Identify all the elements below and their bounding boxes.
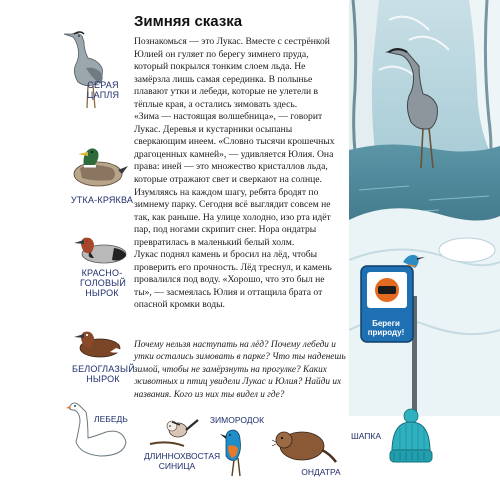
mallard-illustration (62, 140, 132, 192)
swan-label: ЛЕБЕДЬ (94, 414, 128, 424)
knitted-hat-illustration (384, 408, 438, 470)
mallard-label: УТКА-КРЯКВА (70, 195, 134, 205)
ferruginous-duck-label: БЕЛОГЛАЗЫЙ НЫРОК (72, 364, 135, 384)
long-tailed-tit-illustration (148, 416, 200, 450)
hat-label: ШАПКА (350, 431, 382, 441)
sign-text: Береги природу! (367, 319, 405, 337)
story-paragraph: Познакомься — это Лукас. Вместе с сестрёнкой Юлией он гуляет по берегу зимнего пруда, который покрылся тонким слоем льда. Не замёрзла лишь самая серединка. В полынье плавают утки и лебеди, которые не улетели в тёплые края, а остались зимовать здесь. (134, 36, 330, 110)
ferruginous-duck-illustration (66, 328, 128, 360)
swan-illustration (66, 398, 130, 462)
kingfisher-label: ЗИМОРОДОК (209, 415, 265, 425)
story-paragraph: Лукас поднял камень и бросил на лёд, чтобы проверить его прочность. Лёд треснул, и камень провалился под воду. «Хорошо, что это был не ты», — засмеялась Юлия и оттащила брата от опасной кромки воды. (134, 249, 332, 311)
common-pochard-label: КРАСНО-ГОЛОВЫЙ НЫРОК (80, 268, 127, 298)
questions-text: Почему нельзя наступать на лёд? Почему лебеди и утки остались зимовать в парке? Что ты наденешь зимой, чтобы не замёрзнуть на прогулке? Каких животных и птиц увидели Лукас и Юлия? Найди их названия. Кого из них ты видел и где? (134, 340, 346, 400)
common-pochard-illustration (64, 232, 134, 268)
story-text (134, 36, 341, 312)
kingfisher-illustration (220, 428, 250, 478)
winter-scene-illustration (349, 0, 500, 416)
long-tailed-tit-label: ДЛИННОХВОСТАЯ СИНИЦА (144, 451, 221, 471)
muskrat-illustration (272, 422, 338, 466)
grey-heron-label: СЕРАЯ ЦАПЛЯ (86, 80, 120, 100)
page-title: Зимняя сказка (134, 13, 243, 30)
story-paragraph: «Зима — настоящая волшебница», — говорит Лукас. Деревья и кустарники осыпаны сверкающим инеем. «Словно тысячи крошечных драгоценных камней», — удивляется Юлия. Она права: иней — это множество кристаллов льда, которые отражают свет и сверкают на солнце. Изумляясь на каждом шагу, ребята бродят по зимнему парку. Сегодня всё выглядит совсем не так, как раньше. На улице холодно, изо рта идёт пар, под ногами скрипит снег. Нора ондатры превратилась в маленький белый холм. (134, 111, 335, 248)
muskrat-label: ОНДАТРА (301, 467, 341, 477)
